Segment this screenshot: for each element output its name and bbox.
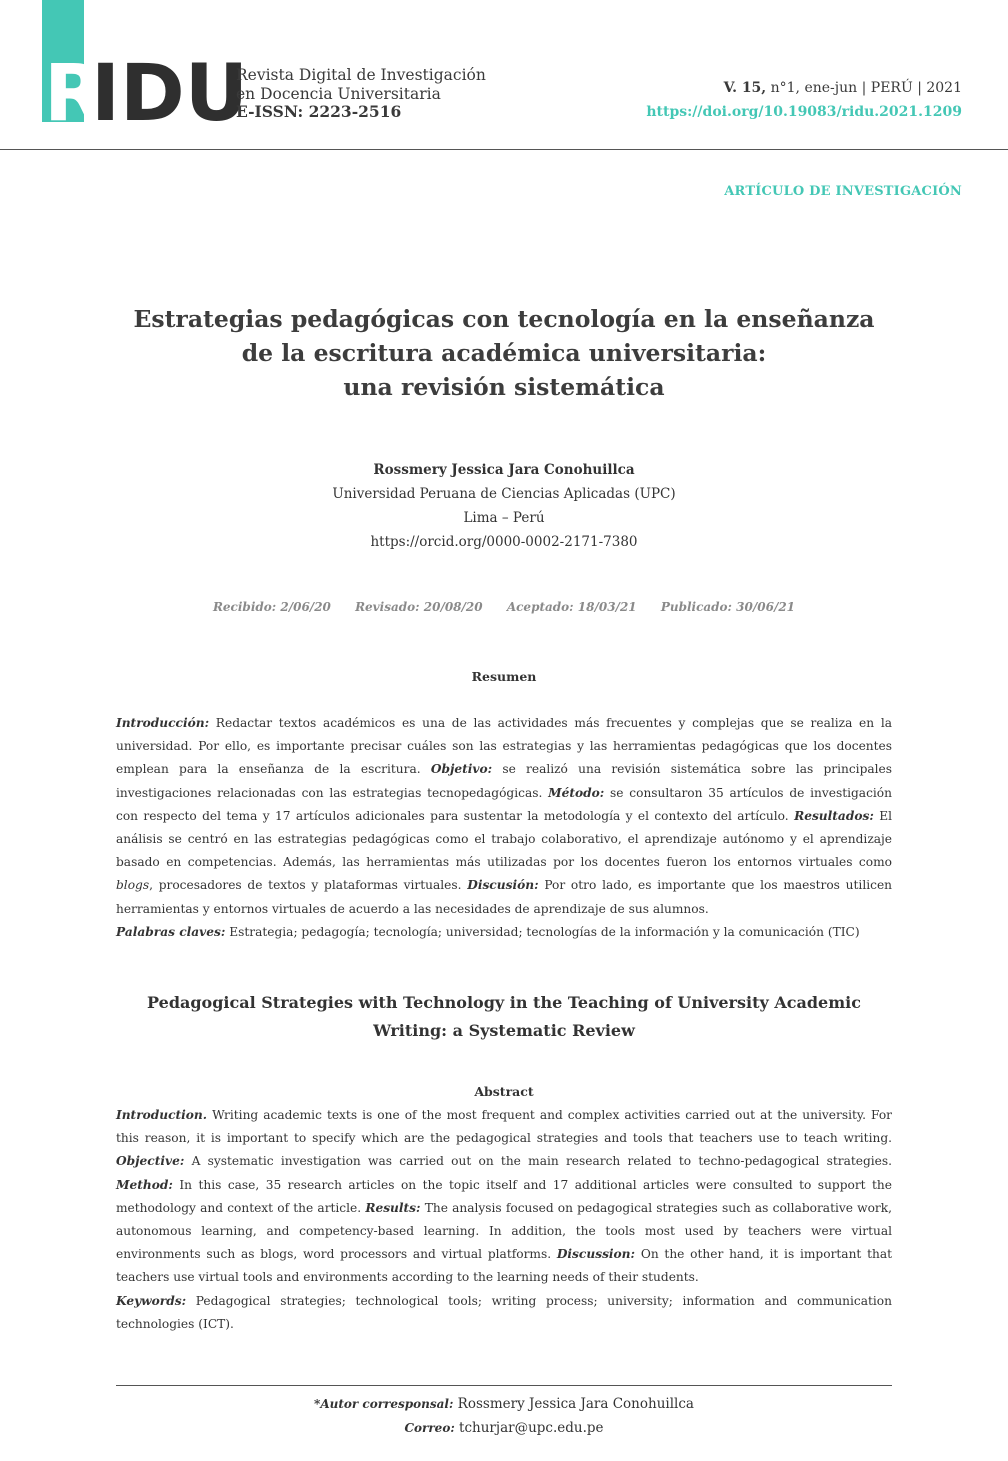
label-discusion: Discusión: <box>467 878 539 893</box>
text-discussion: On the other hand, it is important that teachers use virtual tools and environments according to the learning needs of their students. <box>116 1247 892 1285</box>
logo-letter-r: R <box>44 49 105 139</box>
corresponding-author <box>100 1396 908 1412</box>
label-keywords: Keywords: <box>116 1293 187 1308</box>
label-palabras-claves: Palabras claves: <box>116 924 226 939</box>
author-name: Rossmery Jessica Jara Conohuillca <box>373 462 635 478</box>
label-introduction: Introduction. <box>116 1108 208 1122</box>
label-results: Results: <box>365 1200 421 1215</box>
doi-link[interactable]: https://doi.org/10.19083/ridu.2021.1209 <box>646 104 962 120</box>
text-results: The analysis focused on pedagogical strategies such as collaborative work, autonomous learning, and competency-based learning. In addition, the tools most used by teachers were virtual environments such as blogs, word processors and virtual platforms. <box>116 1200 892 1262</box>
text-metodo: se consultaron 35 artículos de investigación con respecto del tema y 17 artículos adicionales para sustentar la metodología y el contexto del artículo. <box>116 785 892 823</box>
label-email: Correo: <box>404 1421 455 1435</box>
text-method: In this case, 35 research articles on the topic itself and 17 additional articles were consulted to support the methodology and context of the article. <box>116 1177 892 1215</box>
text-objetivo: se realizó una revisión sistemática sobre las principales investigaciones relacionadas con las estrategias tecnopedagógicas. <box>116 762 893 800</box>
author-location: Lima – Perú <box>463 510 545 526</box>
resumen-body <box>116 712 892 944</box>
text-resultados-1: El análisis se centró en las estrategias pedagógicas como el trabajo colaborativo, el aprendizaje autónomo y el aprendizaje basado en competencias. Además, las herramientas más utilizadas por los docentes fueron los entornos virtuales como <box>116 808 893 870</box>
journal-name-line-1: Revista Digital de Investigación <box>236 66 486 84</box>
text-introduction: Writing academic texts is one of the most frequent and complex activities carried out at the university. For this reason, it is important to specify which are the pedagogical strategies and tools that teachers use to teach writing. <box>116 1108 892 1146</box>
title-line-3: una revisión sistemática <box>343 373 665 401</box>
issue-date: n°1, ene-jun | PERÚ | 2021 <box>766 80 962 96</box>
header-divider <box>0 149 1008 150</box>
abstract-heading: Abstract <box>474 1084 534 1099</box>
keywords <box>116 1290 892 1336</box>
text-palabras-claves: Estrategia; pedagogía; tecnología; universidad; tecnologías de la información y la comunicación (TIC) <box>225 924 860 939</box>
author-block <box>100 458 908 554</box>
label-objective: Objective: <box>116 1154 185 1169</box>
volume-number: V. 15, <box>723 80 767 96</box>
resumen-heading: Resumen <box>471 669 537 684</box>
volume-info <box>646 76 962 100</box>
author-orcid[interactable]: https://orcid.org/0000-0002-2171-7380 <box>370 534 638 550</box>
email-address[interactable]: tchurjar@upc.edu.pe <box>454 1420 604 1436</box>
label-objetivo: Objetivo: <box>430 762 493 777</box>
publication-dates <box>100 600 908 614</box>
date-accepted: Aceptado: 18/03/21 <box>506 600 637 614</box>
author-affiliation: Universidad Peruana de Ciencias Aplicadas (UPC) <box>332 486 676 502</box>
corresponding-email <box>100 1420 908 1436</box>
label-discussion: Discussion: <box>556 1247 636 1262</box>
english-title-line-1: Pedagogical Strategies with Technology in the Teaching of University Academic <box>147 993 861 1012</box>
text-objective: A systematic investigation was carried out on the main research related to techno-pedagogical strategies. <box>184 1154 892 1169</box>
issue-meta <box>646 76 962 124</box>
title-line-2: de la escritura académica universitaria: <box>241 339 767 367</box>
text-blogs: blogs <box>116 878 150 893</box>
english-title <box>100 989 908 1045</box>
journal-issn: E-ISSN: 2223-2516 <box>236 102 402 121</box>
resumen-paragraph <box>116 712 892 921</box>
corresponding-author-name: Rossmery Jessica Jara Conohuillca <box>453 1396 694 1412</box>
date-received: Recibido: 2/06/20 <box>212 600 331 614</box>
article-type: ARTÍCULO DE INVESTIGACIÓN <box>724 184 962 199</box>
journal-info <box>236 66 486 122</box>
logo-letters-idu: IDU <box>91 49 249 139</box>
text-discusion: Por otro lado, es importante que los maestros utilicen herramientas y entornos virtuales de acuerdo a las necesidades de aprendizaje de sus alumnos. <box>116 878 893 916</box>
spanish-title <box>100 302 908 404</box>
text-introduccion: Redactar textos académicos es una de las actividades más frecuentes y complejas que se realiza en la universidad. Por ello, es importante precisar cuáles son las estrategias y las herramientas pedagógicas que los docentes emplean para la enseñanza de la escritura. <box>116 716 892 777</box>
text-keywords: Pedagogical strategies; technological tools; writing process; university; information and communication technologies (ICT). <box>116 1293 892 1331</box>
label-resultados: Resultados: <box>794 808 874 823</box>
title-line-1: Estrategias pedagógicas con tecnología en la enseñanza <box>133 305 875 333</box>
english-title-line-2: Writing: a Systematic Review <box>373 1021 635 1040</box>
label-metodo: Método: <box>548 785 605 800</box>
abstract-paragraph <box>116 1104 892 1290</box>
date-published: Publicado: 30/06/21 <box>660 600 796 614</box>
palabras-claves <box>116 921 892 944</box>
label-corresponding-author: *Autor corresponsal: <box>314 1397 454 1411</box>
label-introduccion: Introducción: <box>116 716 210 730</box>
journal-name-line-2: en Docencia Universitaria <box>236 84 441 103</box>
footer-divider <box>116 1385 892 1386</box>
abstract-body <box>116 1104 892 1336</box>
label-method: Method: <box>116 1177 173 1192</box>
text-resultados-2: , procesadores de textos y plataformas virtuales. <box>149 878 468 893</box>
date-revised: Revisado: 20/08/20 <box>355 600 483 614</box>
ridu-logo <box>42 0 249 139</box>
